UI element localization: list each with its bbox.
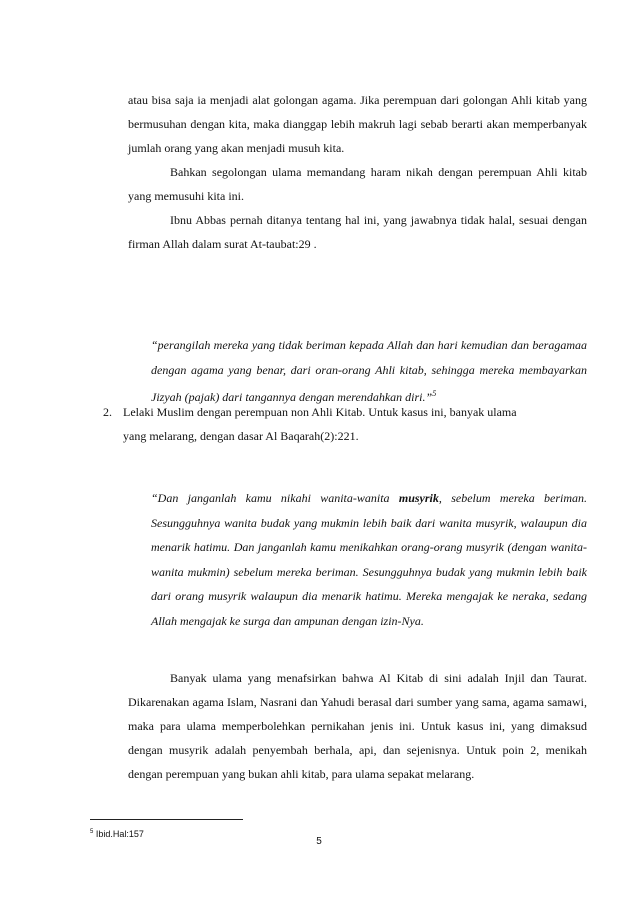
list-item-line-1: Lelaki Muslim dengan perempuan non Ahli Kitab. Untuk kasus ini, banyak ulama [123,405,517,419]
quote-bold-word: musyrik [398,491,439,505]
footnote-text: Ibid.Hal:157 [95,829,144,839]
quote-al-baqarah-start: “Dan janganlah kamu nikahi wanita-wanita [151,491,399,505]
quote-al-baqarah-rest: , sebelum mereka beriman. Sesungguhnya wanita budak yang mukmin lebih baik dari wanita musyrik, walaupun dia menarik hatimu. Dan janganlah kamu menikahkan orang-orang musyrik (dengan wanita-wanita mukmin) sebelum mereka beriman. Sesungguhnya budak yang mukmin lebih baik dari orang musyrik walaupun dia menarik hatimu. Mereka mengajak ke neraka, sedang Allah mengajak ke surga dan ampunan dengan izin-Nya. [151,491,587,628]
page-number: 5 [316,836,322,847]
footnote-reference: 5 [432,389,437,398]
footnote-divider [90,819,243,820]
footnote-marker: 5 [90,829,94,835]
quote-at-taubat-text: “perangilah mereka yang tidak beriman kepada Allah dan hari kemudian dan beragamaa dengan agama yang benar, dari oran-orang Ahli kitab, sehingga mereka membayarkan Jizyah (pajak) dari tangannya dengan merendahkan diri.” [151,338,587,404]
paragraph-2: Bahkan segolongan ulama memandang haram nikah dengan perempuan Ahli kitab yang memusuhi kita ini. [128,165,587,203]
paragraph-1: atau bisa saja ia menjadi alat golongan agama. Jika perempuan dari golongan Ahli kitab yang bermusuhan dengan kita, maka dianggap lebih makruh lagi sebab berarti akan memperbanyak jumlah orang yang akan menjadi musuh kita. [128,93,587,155]
list-item-line-2: yang melarang, dengan dasar Al Baqarah(2):221. [123,429,359,443]
list-item-number: 2. [103,405,112,419]
paragraph-final: Banyak ulama yang menafsirkan bahwa Al Kitab di sini adalah Injil dan Taurat. Dikarenakan agama Islam, Nasrani dan Yahudi berasal dari sumber yang sama, agama samawi, maka para ulama memperbolehkan pernikahan jenis ini. Untuk kasus ini, yang dimaksud dengan musyrik adalah penyembah berhala, api, dan sejenisnya. Untuk poin 2, menikah dengan perempuan yang bukan ahli kitab, para ulama sepakat melarang. [128,671,587,781]
list-item-2 [103,400,587,448]
quote-at-taubat [151,333,587,410]
paragraph-3: Ibnu Abbas pernah ditanya tentang hal ini, yang jawabnya tidak halal, sesuai dengan firman Allah dalam surat At-taubat:29 . [128,213,587,251]
quote-al-baqarah [151,486,587,633]
